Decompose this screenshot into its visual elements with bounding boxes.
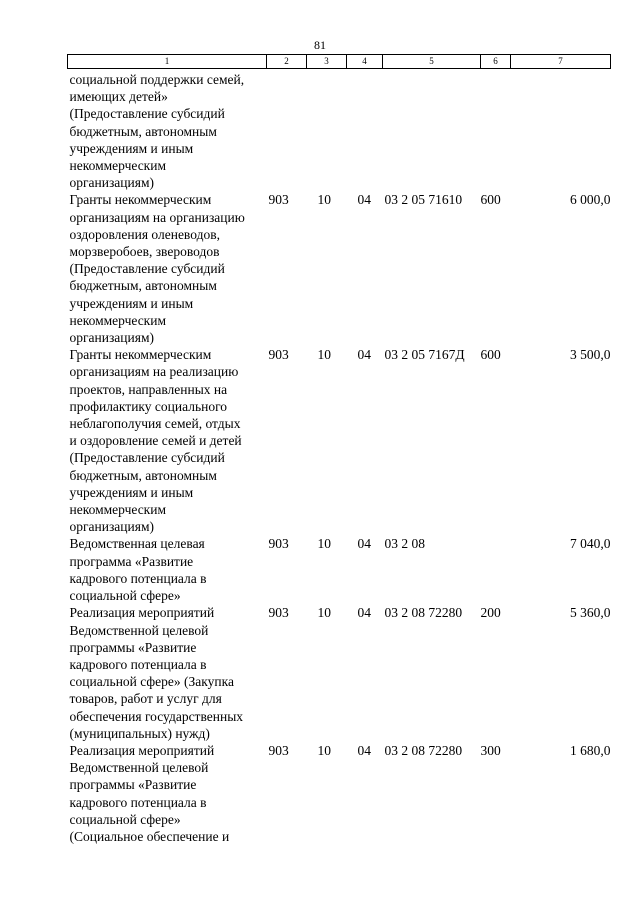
row-subsection: 04	[357, 536, 371, 552]
row-type: 600	[480, 192, 501, 208]
row-type: 200	[480, 605, 501, 621]
budget-table	[67, 54, 611, 845]
row-code: 903	[268, 742, 289, 758]
row-name: Гранты некоммерческим организациям на реализацию проектов, направленных на профилактику социального неблагополучия семей, отдых и оздоровление семей и детей (Предоставление субсидий бюджетным, автономным учреждениям и иным некоммерческим организациям)	[69, 347, 242, 535]
row-amount: 3 500,0	[570, 347, 611, 363]
table-row	[68, 69, 611, 192]
row-amount: 5 360,0	[570, 605, 611, 621]
row-name: социальной поддержки семей, имеющих детей» (Предоставление субсидий бюджетным, автономным учреждениям и иным некоммерческим организациям)	[69, 72, 245, 191]
row-subsection: 04	[357, 742, 371, 758]
column-header-3: 3	[307, 55, 347, 69]
row-target: 03 2 05 71610	[384, 192, 463, 208]
row-code: 903	[268, 347, 289, 363]
row-section: 10	[317, 192, 331, 208]
row-subsection: 04	[357, 192, 371, 208]
column-number-row	[68, 55, 611, 69]
row-name: Ведомственная целевая программа «Развитие кадрового потенциала в социальной сфере»	[69, 536, 207, 604]
row-section: 10	[317, 347, 331, 363]
page-number: 81	[314, 38, 326, 52]
row-target	[383, 69, 481, 192]
row-amount: 1 680,0	[570, 742, 611, 758]
row-target: 03 2 08 72280	[384, 742, 463, 758]
table-row	[68, 535, 611, 604]
row-amount: 6 000,0	[570, 192, 611, 208]
row-target: 03 2 05 7167Д	[384, 347, 465, 363]
row-subsection: 04	[357, 347, 371, 363]
row-name: Реализация мероприятий Ведомственной целевой программы «Развитие кадрового потенциала в социальной сфере» (Социальное обеспечение и	[69, 742, 230, 844]
row-type	[481, 535, 511, 604]
column-header-4: 4	[347, 55, 383, 69]
row-code: 903	[268, 536, 289, 552]
row-amount: 7 040,0	[570, 536, 611, 552]
row-subsection	[347, 69, 383, 192]
row-type: 600	[480, 347, 501, 363]
row-code: 903	[268, 605, 289, 621]
column-header-5: 5	[383, 55, 481, 69]
row-target: 03 2 08 72280	[384, 605, 463, 621]
table-row	[68, 742, 611, 845]
row-type	[481, 69, 511, 192]
row-section: 10	[317, 742, 331, 758]
table-row	[68, 604, 611, 742]
row-section	[307, 69, 347, 192]
row-amount	[511, 69, 611, 192]
row-section: 10	[317, 605, 331, 621]
row-subsection: 04	[357, 605, 371, 621]
row-target: 03 2 08	[384, 536, 425, 552]
table-row	[68, 346, 611, 535]
table-row	[68, 191, 611, 346]
column-header-7: 7	[511, 55, 611, 69]
column-header-1: 1	[68, 55, 267, 69]
row-code	[267, 69, 307, 192]
column-header-2: 2	[267, 55, 307, 69]
row-section: 10	[317, 536, 331, 552]
row-name: Гранты некоммерческим организациям на организацию оздоровления оленеводов, морзверобоев, звероводов (Предоставление субсидий бюджетным, автономным учреждениям и иным некоммерческим организациям)	[69, 192, 245, 346]
row-type: 300	[480, 742, 501, 758]
column-header-6: 6	[481, 55, 511, 69]
row-code: 903	[268, 192, 289, 208]
row-name: Реализация мероприятий Ведомственной целевой программы «Развитие кадрового потенциала в социальной сфере» (Закупка товаров, работ и услуг для обеспечения государственных (муниципальных) нужд)	[69, 605, 244, 741]
